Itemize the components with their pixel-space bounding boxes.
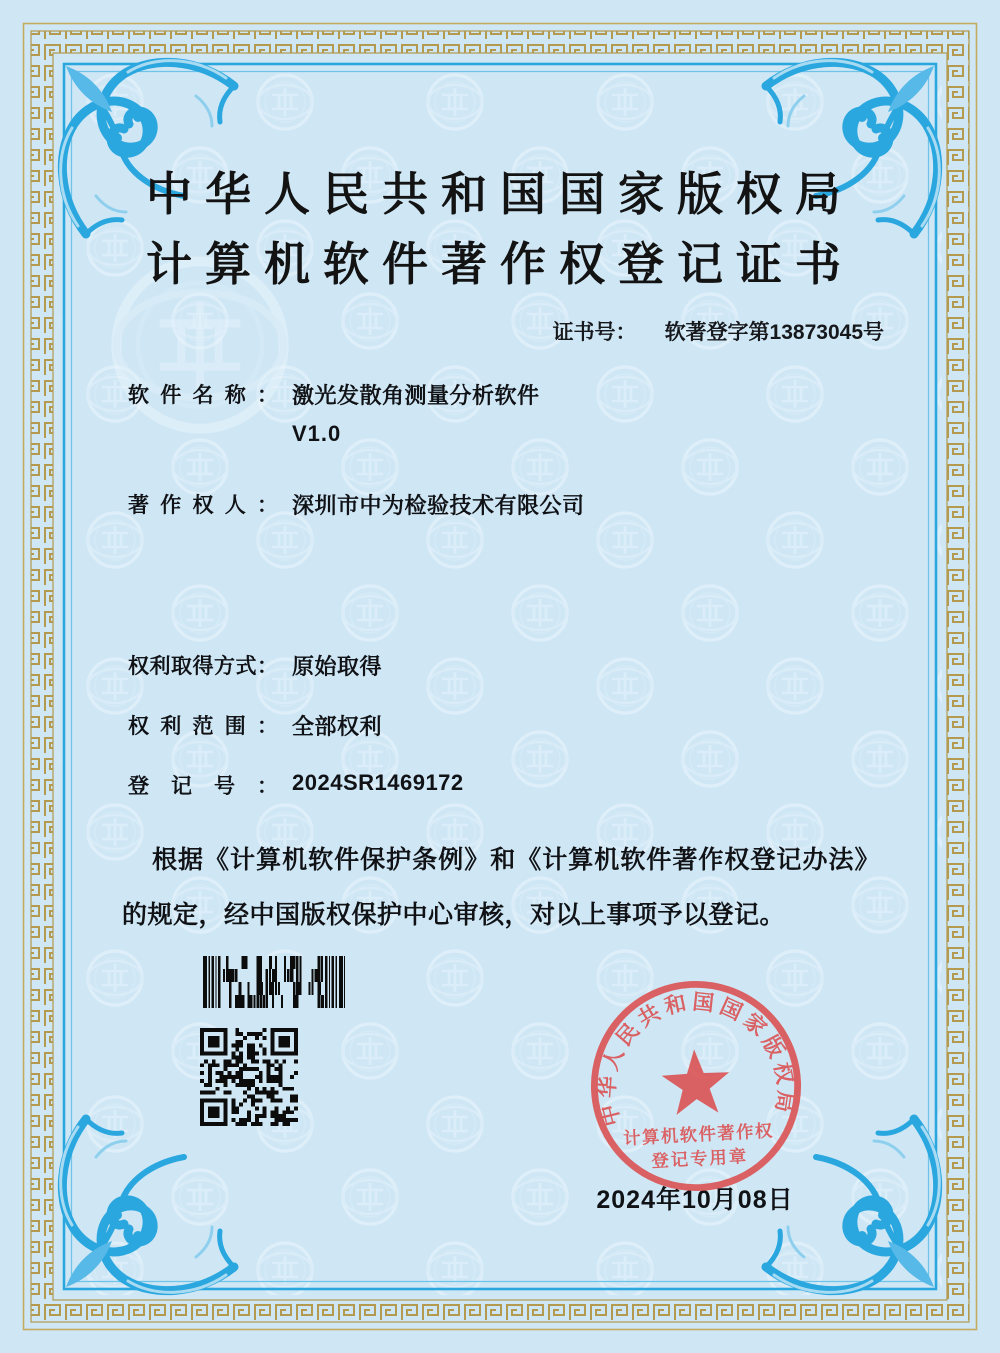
issue-date: 2024年10月08日: [596, 1186, 794, 1214]
seal-text-line2: 登记专用章: [650, 1145, 749, 1171]
field-label: 著作权人：: [128, 494, 278, 517]
field-software-name: [128, 379, 540, 447]
field-label: 登记号：: [128, 775, 278, 798]
field-value: 全部权利: [292, 714, 383, 739]
seal-text-line1: 计算机软件著作权: [622, 1120, 775, 1149]
certificate-title: 计算机软件著作权登记证书: [146, 239, 854, 290]
certificate-number-label: 证书号：: [552, 321, 637, 344]
field-acquisition-method: [128, 650, 382, 681]
field-label: 权利范围：: [128, 715, 278, 738]
registration-statement: 根据《计算机软件保护条例》和《计算机软件著作权登记办法》的规定，经中国版权保护中心审核，对以上事项予以登记。: [122, 846, 880, 929]
authority-title: 中华人民共和国国家版权局: [146, 169, 854, 220]
official-seal: [580, 970, 811, 1201]
field-value: 原始取得: [292, 654, 383, 679]
field-copyright-owner: [128, 489, 585, 520]
barcode: [203, 956, 345, 1008]
seal-ring-text: 中华人民共和国国家版权局: [594, 989, 798, 1129]
field-value: [292, 379, 540, 447]
qr-code: [200, 1028, 298, 1126]
field-value: 2024SR1469172: [292, 770, 464, 795]
certificate-number-line: [553, 316, 884, 346]
certificate-number-value: 软著登字第13873045号: [664, 321, 884, 344]
software-version: V1.0: [292, 421, 342, 446]
field-value: 深圳市中为检验技术有限公司: [292, 493, 585, 518]
seal-star-icon: [660, 1048, 731, 1116]
field-label: 权利取得方式：: [128, 655, 278, 678]
software-name: 激光发散角测量分析软件: [292, 383, 540, 408]
field-rights-scope: [128, 710, 382, 741]
field-registration-number: [128, 770, 464, 800]
field-label: 软件名称：: [128, 384, 278, 407]
